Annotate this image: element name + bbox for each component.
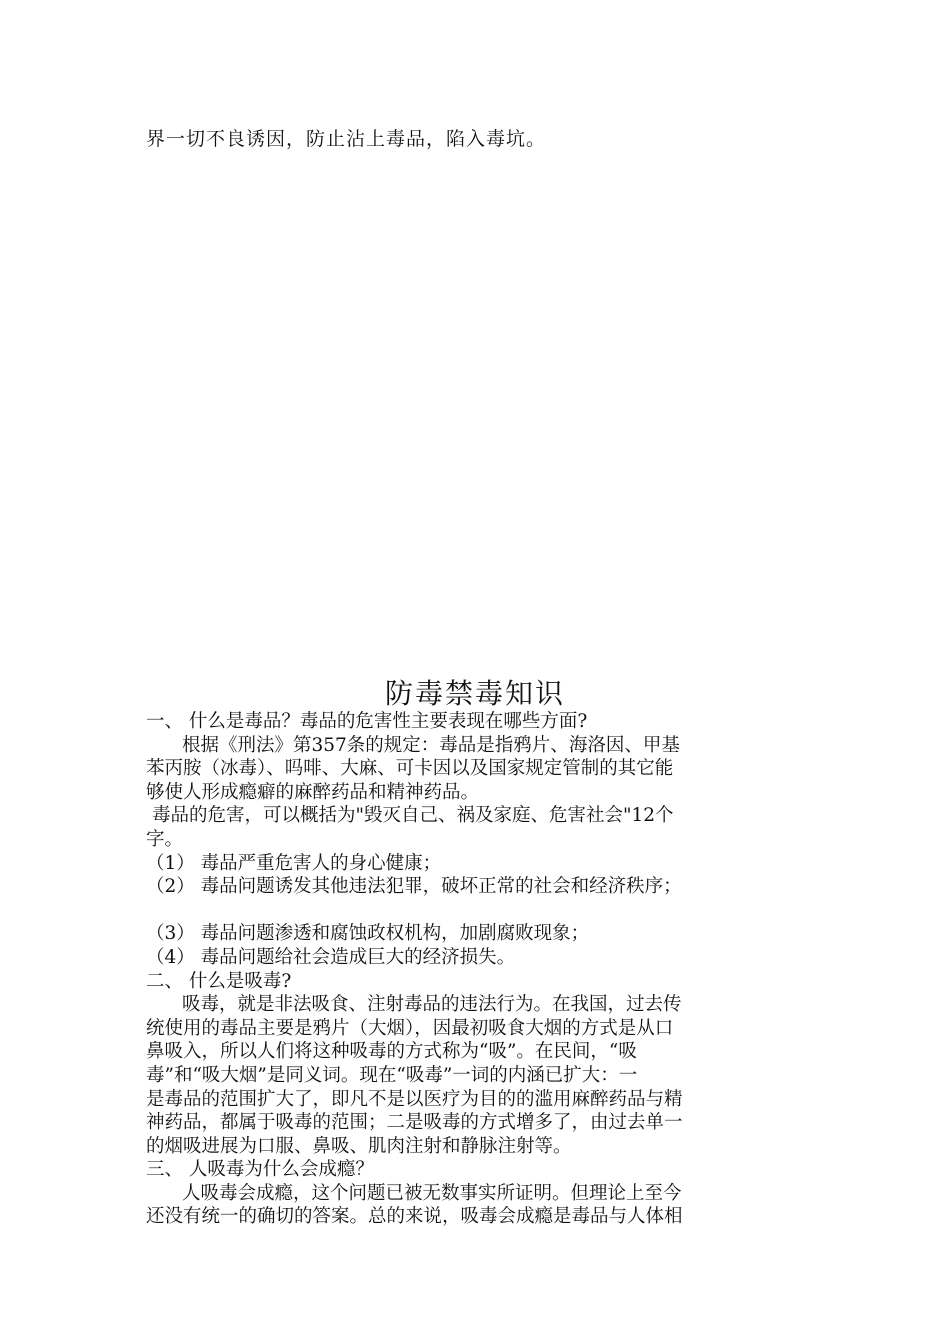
paragraph-line: 还没有统一的确切的答案。总的来说，吸毒会成瘾是毒品与人体相 — [146, 1206, 683, 1228]
paragraph-line: 根据《刑法》第357条的规定：毒品是指鸦片、海洛因、甲基 — [182, 734, 680, 756]
paragraph-line: 够使人形成瘾癖的麻醉药品和精神药品。 — [146, 781, 480, 803]
document-body — [146, 710, 816, 1229]
paragraph-line: 统使用的毒品主要是鸦片（大烟），因最初吸食大烟的方式是从口 — [146, 1017, 674, 1039]
paragraph-line: 苯丙胺（冰毒）、吗啡、大麻、可卡因以及国家规定管制的其它能 — [146, 758, 674, 780]
list-item: （1） 毒品严重危害人的身心健康； — [146, 852, 442, 874]
paragraph-line: 神药品，都属于吸毒的范围；二是吸毒的方式增多了，由过去单一 — [146, 1112, 683, 1134]
paragraph-line: 人吸毒会成瘾，这个问题已被无数事实所证明。但理论上至今 — [182, 1182, 682, 1204]
paragraph-line: 的烟吸进展为口服、鼻吸、肌肉注射和静脉注射等。 — [146, 1135, 572, 1157]
question-heading-2: 二、 什么是吸毒? — [146, 970, 292, 992]
question-heading-3: 三、 人吸毒为什么会成瘾？ — [146, 1159, 374, 1181]
list-item: （3） 毒品问题渗透和腐蚀政权机构，加剧腐败现象； — [146, 923, 590, 945]
paragraph-line: 吸毒，就是非法吸食、注射毒品的违法行为。在我国，过去传 — [182, 994, 682, 1016]
blank-line — [146, 899, 816, 923]
continuation-text: 界一切不良诱因，防止沾上毒品，陷入毒坑。 — [146, 128, 547, 150]
list-item: （4） 毒品问题给社会造成巨大的经济损失。 — [146, 946, 516, 968]
paragraph-line: 字。 — [146, 828, 184, 850]
question-heading-1: 一、 什么是毒品？毒品的危害性主要表现在哪些方面? — [146, 711, 588, 732]
paragraph-line: 毒品的危害，可以概括为"毁灭自己、祸及家庭、危害社会"12个 — [152, 805, 674, 827]
paragraph-line: 鼻吸入，所以人们将这种吸毒的方式称为“吸”。在民间，“吸 — [146, 1041, 637, 1063]
paragraph-line: 是毒品的范围扩大了，即凡不是以医疗为目的的滥用麻醉药品与精 — [146, 1088, 683, 1110]
page-title: 防毒禁毒知识 — [384, 677, 565, 710]
list-item: （2） 毒品问题诱发其他违法犯罪，破坏正常的社会和经济秩序； — [146, 876, 682, 898]
paragraph-line: 毒”和“吸大烟”是同义词。现在“吸毒”一词的内涵已扩大：一 — [146, 1064, 638, 1086]
